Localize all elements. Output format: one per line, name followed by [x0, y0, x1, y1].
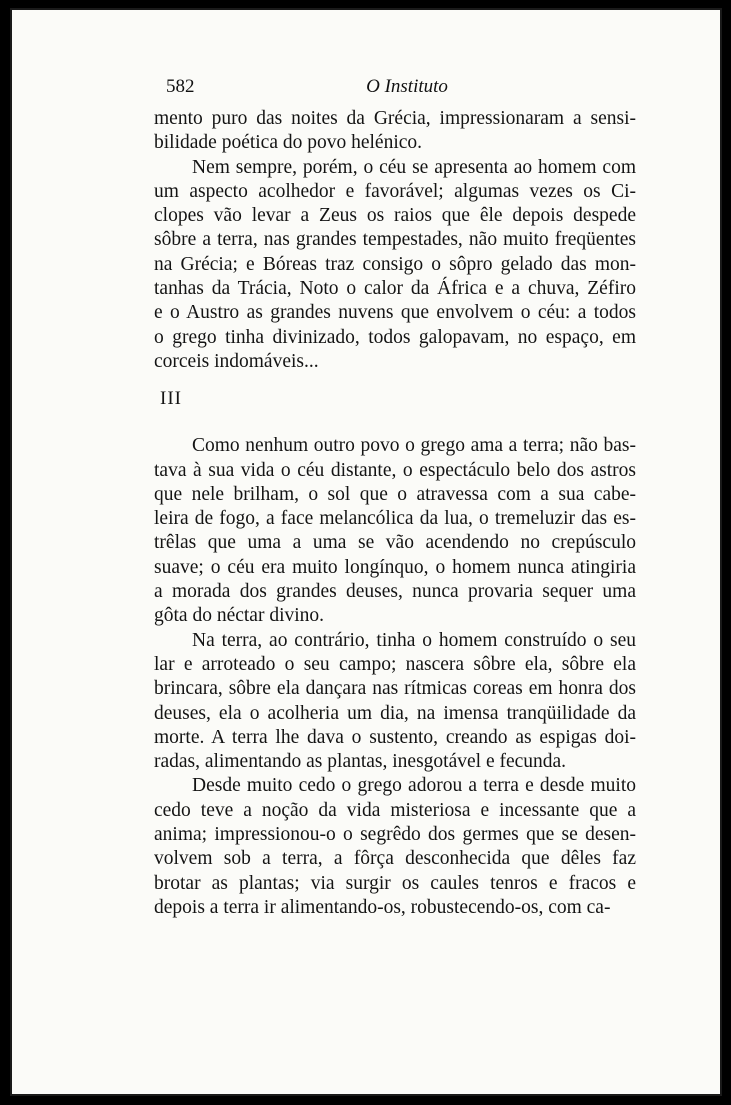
paragraph [154, 107, 636, 156]
running-head [166, 76, 648, 102]
text-line: bilidade poética do povo helénico. [154, 132, 423, 154]
body-text [154, 107, 636, 920]
journal-title: O Instituto [366, 76, 448, 97]
text-line: morte. A terra lhe dava o sustento, creando as espigas doi- [154, 726, 636, 748]
text-line: Como nenhum outro povo o grego ama a terra; não bas- [192, 435, 636, 457]
paragraph [154, 156, 636, 375]
text-line: brincara, sôbre ela dançara nas rítmicas coreas em honra dos [154, 678, 636, 700]
text-line: cedo teve a noção da vida misteriosa e incessante que a [154, 799, 636, 821]
text-line: e o Austro as grandes nuvens que envolvem o céu: a todos [154, 302, 636, 324]
text-line: na Grécia; e Bóreas traz consigo o sôpro gelado das mon- [154, 253, 636, 275]
paragraph [154, 434, 636, 628]
text-line: corceis indomáveis... [154, 350, 319, 372]
text-line: trêlas que uma a uma se vão acendendo no crepúsculo [154, 532, 636, 554]
text-line: a morada dos grandes deuses, nunca provaria sequer uma [154, 581, 636, 603]
text-line: Desde muito cedo o grego adorou a terra e desde muito [192, 775, 636, 797]
paragraph [154, 774, 636, 920]
text-line: tava à sua vida o céu distante, o espectáculo belo dos astros [154, 459, 636, 481]
text-line: sôbre a terra, nas grandes tempestades, não muito freqüentes [154, 229, 636, 251]
text-line: um aspecto acolhedor e favorável; algumas vezes os Ci- [154, 180, 636, 202]
text-line: tanhas da Trácia, Noto o calor da África e a chuva, Zéfiro [154, 278, 636, 300]
text-line: suave; o céu era muito longínquo, o homem nunca atingiria [154, 556, 636, 578]
text-line: o grego tinha divinizado, todos galopavam, no espaço, em [154, 326, 636, 348]
text-line: depois a terra ir alimentando-os, robustecendo-os, com ca- [154, 896, 611, 918]
text-line: brotar as plantas; via surgir os caules tenros e fracos e [154, 872, 636, 894]
text-line: anima; impressionou-o o segrêdo dos germes que se desen- [154, 824, 636, 846]
text-line: clopes vão levar a Zeus os raios que êle depois despede [154, 205, 636, 227]
paragraphs-before-section [154, 107, 636, 374]
text-line: mento puro das noites da Grécia, impressionaram a sensi- [154, 108, 636, 129]
text-line: radas, alimentando as plantas, inesgotável e fecunda. [154, 751, 567, 773]
paragraphs-after-section [154, 434, 636, 920]
text-line: gôta do néctar divino. [154, 605, 325, 627]
text-line: deuses, ela o acolheria um dia, na imensa tranqüilidade da [154, 702, 636, 724]
text-line: volvem sob a terra, a fôrça desconhecida que dêles faz [154, 848, 636, 870]
text-line: leira de fogo, a face melancólica da lua, o tremeluzir das es- [154, 508, 636, 530]
page-number: 582 [166, 76, 195, 97]
section-heading: III [160, 388, 182, 410]
text-line: que nele brilham, o sol que o atravessa com a sua cabe- [154, 483, 636, 505]
text-line: Nem sempre, porém, o céu se apresenta ao homem com [192, 156, 636, 178]
text-line: lar e arroteado o seu campo; nascera sôbre ela, sôbre ela [154, 653, 636, 675]
text-line: Na terra, ao contrário, tinha o homem construído o seu [192, 629, 636, 651]
paragraph [154, 629, 636, 775]
